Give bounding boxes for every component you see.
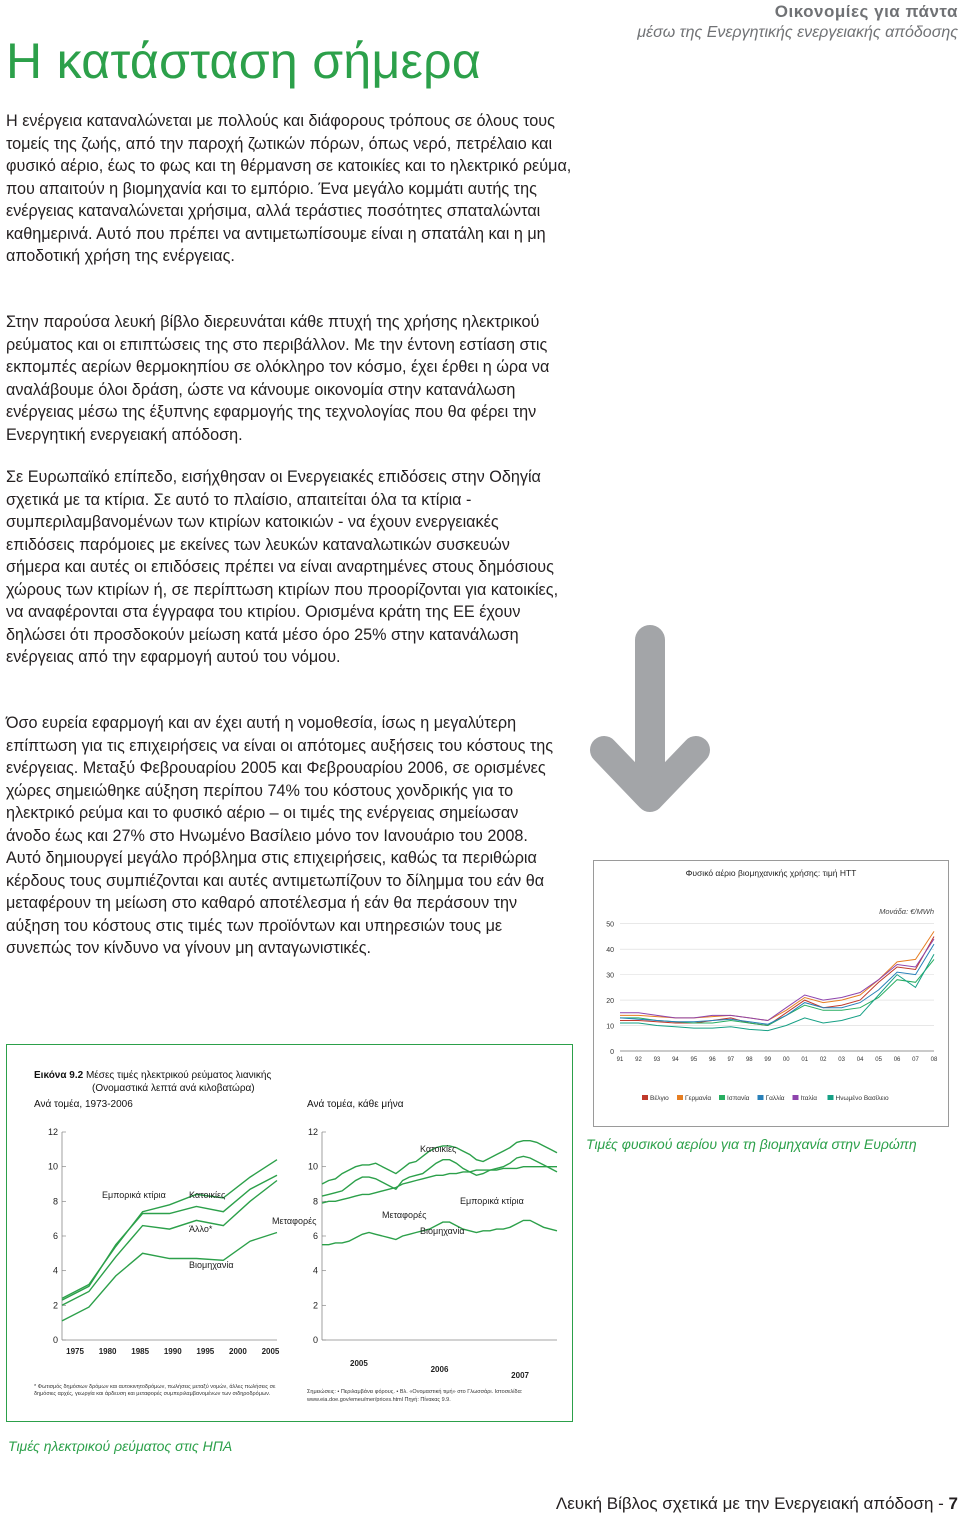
gas-y-tick-label: 50 (606, 921, 614, 929)
elec-x-tick-label: 1985 (131, 1347, 150, 1356)
elec-series-label: Κατοικίες (189, 1190, 226, 1200)
gas-y-tick-label: 10 (606, 1023, 614, 1031)
elec-y-tick-label: 10 (47, 1161, 58, 1172)
elec-x-tick-label: 2006 (430, 1365, 449, 1374)
gas-legend-swatch (758, 1095, 764, 1100)
elec-y-tick-label: 8 (312, 1196, 318, 1207)
gas-series-line (620, 944, 934, 1024)
electricity-price-figure (6, 1044, 573, 1422)
elec-x-tick-label: 2005 (350, 1359, 368, 1368)
elec-y-tick-label: 10 (307, 1161, 318, 1172)
energy-cost-paragraph: Όσο ευρεία εφαρμογή και αν έχει αυτή η νομοθεσία, ίσως η μεγαλύτερη επίπτωση για τις επιχειρήσεις να είναι οι απότομες αυξήσεις του κόστους της ενέργειας. Μεταξύ Φεβρουαρίου 2005 και Φεβρουαρίου 2006, σε ορισμένες χώρες σημειώθηκε αύξηση περίπου 74% του κόστους χονδρικής για το ηλεκτρικό ρεύμα και το φυσικό αέριο – οι τιμές της ενέργειας σημείωσαν άνοδο έως και 27% στο Ηνωμένο Βασίλειο μόνο τον Ιανουάριο του 2008. Αυτό δημιουργεί μεγάλο πρόβλημα στις επιχειρήσεις, καθώς τα περιθώρια κέρδους τους συμπιέζονται και αυτές αντιμετωπίζουν το δίλημμα του εάν θα μεταφέρουν τη μείωση στο καθαρό αποτέλεσμα ή εάν θα περάσουν την αύξηση του κόστους στις τιμές των προϊόντων και υπηρεσιών τους με συνεπώς τον κίνδυνο να γίνουν μη ανταγωνιστικές. (6, 714, 554, 957)
monthly-sector-chart (272, 1120, 567, 1380)
elec-series-label: Μεταφορές (382, 1210, 427, 1220)
eu-directive-paragraph: Σε Ευρωπαϊκό επίπεδο, εισήχθησαν οι Ενεργειακές επιδόσεις στην Οδηγία σχετικά με τα κτίρια. Σε αυτό το πλαίσιο, απαιτείται όλα τα κτίρια - συμπεριλαμβανομένων των κτιρίων κατοικιών - να έχουν ενεργειακές επιδόσεις παρόμοιες με εκείνες των λευκών καταναλωτικών συσκευών σήμερα και αυτές οι επιδόσεις πρέπει να είναι αναρτημένες στους δημόσιους χώρους των κτιρίων ή, σε περίπτωση κτιρίων που προορίζονται για κατοικίες, να αναφέρονται στα έγγραφα του κτιρίου. Ορισμένα κράτη της ΕΕ έχουν δηλώσει ότι προσδοκούν μείωση κατά μέσο όρο 25% στην κατανάλωση ενέργειας από την εφαρμογή αυτού του νόμου. (6, 468, 559, 666)
gas-legend-label: Βέλγιο (650, 1095, 669, 1102)
header-tagline-2: μέσω της Ενεργητικής ενεργειακής απόδοσης (637, 24, 958, 41)
figure-title: Εικόνα 9.2 Μέσες τιμές ηλεκτρικού ρεύματος λιανικής (34, 1070, 272, 1081)
figure-footnote: * Φωτισμός δημόσιων δρόμων και αυτοκινητοδρόμων, πωλήσεις μεταξύ νομών, άλλες πωλήσεις σε δημόσιες αρχές, γεωργία και άρδευση και μεταφορές συμπεριλαμβανομένων των σιδηροδρόμων. (34, 1384, 276, 1397)
electricity-chart-caption: Τιμές ηλεκτρικού ρεύματος στις ΗΠΑ (8, 1438, 233, 1454)
elec-y-tick-label: 12 (47, 1127, 58, 1137)
gas-x-tick-label: 99 (764, 1057, 772, 1063)
gas-x-tick-label: 03 (838, 1057, 845, 1063)
gas-chart-unit: Μονάδα: €/MWh (879, 907, 934, 916)
elec-x-tick-label: 1995 (196, 1347, 215, 1356)
gas-x-tick-label: 04 (856, 1057, 864, 1063)
gas-legend-swatch (828, 1095, 834, 1100)
elec-y-tick-label: 12 (307, 1127, 318, 1137)
gas-series-line (620, 937, 934, 1026)
gas-legend-swatch (677, 1095, 683, 1100)
gas-x-tick-label: 92 (635, 1057, 642, 1063)
page-title: Η κατάσταση σήμερα (6, 33, 482, 89)
elec-y-tick-label: 2 (52, 1300, 58, 1311)
elec-y-tick-label: 0 (312, 1335, 318, 1345)
header-tagline-1: Οικονομίες για πάντα (774, 2, 958, 21)
page-number: 7 (948, 1494, 958, 1513)
elec-y-tick-label: 8 (52, 1196, 58, 1207)
gas-legend-swatch (719, 1095, 725, 1100)
gas-x-tick-label: 08 (930, 1057, 938, 1063)
gas-y-tick-label: 0 (610, 1049, 614, 1056)
annual-sector-chart (7, 1120, 287, 1380)
gas-x-tick-label: 05 (875, 1057, 882, 1063)
page-footer (556, 1494, 958, 1514)
gas-y-tick-label: 40 (606, 947, 614, 955)
unit-symbol: €/MWh (910, 907, 934, 916)
gas-chart-plot (594, 861, 948, 1126)
footer-title: Λευκή Βίβλος σχετικά με την Ενεργειακή απόδοση - (555, 1494, 949, 1513)
gas-legend-label: Ισπανία (727, 1095, 750, 1102)
gas-series-line (620, 939, 934, 1021)
elec-y-tick-label: 0 (52, 1335, 58, 1345)
elec-y-tick-label: 4 (312, 1265, 318, 1276)
elec-series-label: Κατοικίες (420, 1144, 457, 1154)
gas-x-tick-label: 95 (690, 1057, 698, 1063)
gas-y-tick-label: 20 (606, 998, 614, 1006)
left-chart-subtitle: Ανά τομέα, 1973-2006 (34, 1099, 133, 1110)
figure-subtitle: (Ονομαστικά λεπτά ανά κιλοβατώρα) (92, 1083, 255, 1094)
elec-x-tick-label: 2005 (261, 1347, 280, 1356)
elec-series-label: Βιομηχανία (189, 1260, 234, 1270)
gas-legend-label: Ιταλία (800, 1095, 817, 1102)
gas-legend-swatch (793, 1095, 799, 1100)
gas-legend-label: Ηνωμένο Βασίλειο (835, 1095, 889, 1102)
gas-x-tick-label: 01 (801, 1057, 809, 1063)
elec-series-line (62, 1181, 277, 1306)
gas-x-tick-label: 06 (893, 1057, 901, 1063)
gas-chart-caption: Τιμές φυσικού αερίου για τη βιομηχανία στην Ευρώπη (586, 1136, 917, 1152)
elec-series-line (62, 1175, 277, 1300)
elec-x-tick-label: 1980 (98, 1347, 117, 1356)
gas-x-tick-label: 00 (782, 1057, 790, 1063)
elec-x-tick-label: 1975 (66, 1347, 84, 1356)
elec-series-label: Εμπορικά κτίρια (102, 1190, 166, 1200)
gas-x-tick-label: 96 (709, 1057, 716, 1063)
gas-chart-title: Φυσικό αέριο βιομηχανικής χρήσης: τιμή HTT (685, 868, 857, 878)
gas-y-tick-label: 30 (606, 972, 614, 980)
gas-legend-swatch (642, 1095, 648, 1100)
elec-series-label: Βιομηχανία (420, 1226, 465, 1236)
figure-notes: Σημειώσεις: • Περιλαμβάνει φόρους. • Βλ. «Ονομαστική τιμή» στο Γλωσσάρι. Ιστοσελίδα: www.eia.doe.gov/emeu/mer/prices.html Πηγή: Πίνακας 9.9. (307, 1389, 523, 1403)
gas-x-tick-label: 94 (672, 1057, 679, 1063)
gas-x-tick-label: 91 (616, 1057, 624, 1063)
elec-series-label: Άλλο* (189, 1224, 213, 1234)
elec-x-tick-label: 2000 (229, 1347, 247, 1356)
elec-x-tick-label: 2007 (511, 1371, 529, 1380)
gas-price-chart (593, 860, 949, 1127)
gas-legend-label: Γαλλία (765, 1095, 785, 1102)
elec-x-tick-label: 1990 (163, 1347, 182, 1356)
elec-y-tick-label: 6 (52, 1231, 58, 1241)
elec-y-tick-label: 6 (312, 1231, 318, 1241)
gas-x-tick-label: 93 (653, 1057, 661, 1063)
intro-paragraph: Η ενέργεια καταναλώνεται με πολλούς και διάφορους τρόπους σε όλους τους τομείς της ζωής, από την παροχή ζωτικών πόρων, όπως νερό, πετρέλαιο και φυσικό αέριο, έως το φως και τη θέρμανση σε κατοικίες και το ηλεκτρικό ρεύμα, που απαιτούν η βιομηχανία και το εμπόριο. Ένα μεγάλο κομμάτι αυτής της ενέργειας καταναλώνεται χρήσιμα, αλλά τεράστιες ποσότητες σπαταλώνται καθημερινά. Αυτό που πρέπει να αντιμετωπίσουμε είναι η σπατάλη και η μη αποδοτική χρήση της ενέργειας. (6, 112, 572, 265)
gas-x-tick-label: 07 (912, 1057, 919, 1063)
gas-x-tick-label: 98 (745, 1057, 753, 1063)
elec-series-label: Μεταφορές (272, 1216, 317, 1226)
right-chart-subtitle: Ανά τομέα, κάθε μήνα (307, 1099, 404, 1110)
gas-legend-label: Γερμανία (685, 1095, 712, 1102)
gas-x-tick-label: 02 (819, 1057, 827, 1063)
white-paper-paragraph: Στην παρούσα λευκή βίβλο διερευνάται κάθε πτυχή της χρήσης ηλεκτρικού ρεύματος και οι επιπτώσεις της στο περιβάλλον. Με την έντονη εστίαση στις εκπομπές αερίων θερμοκηπίου σε ολόκληρο τον κόσμο, έχει έρθει η ώρα να αναλάβουμε όλοι δράση, ώστε να κάνουμε οικονομία στην κατανάλωση ενέργειας μέσω της έξυπνης εφαρμογής της τεχνολογίας που θα φέρει την Ενεργητική ενεργειακή απόδοση. (6, 313, 550, 444)
elec-y-tick-label: 4 (52, 1265, 58, 1276)
gas-x-tick-label: 97 (727, 1057, 735, 1063)
down-arrow-icon (590, 630, 710, 820)
elec-y-tick-label: 2 (312, 1300, 318, 1311)
elec-series-label: Εμπορικά κτίρια (460, 1196, 524, 1206)
elec-series-line (322, 1156, 557, 1196)
